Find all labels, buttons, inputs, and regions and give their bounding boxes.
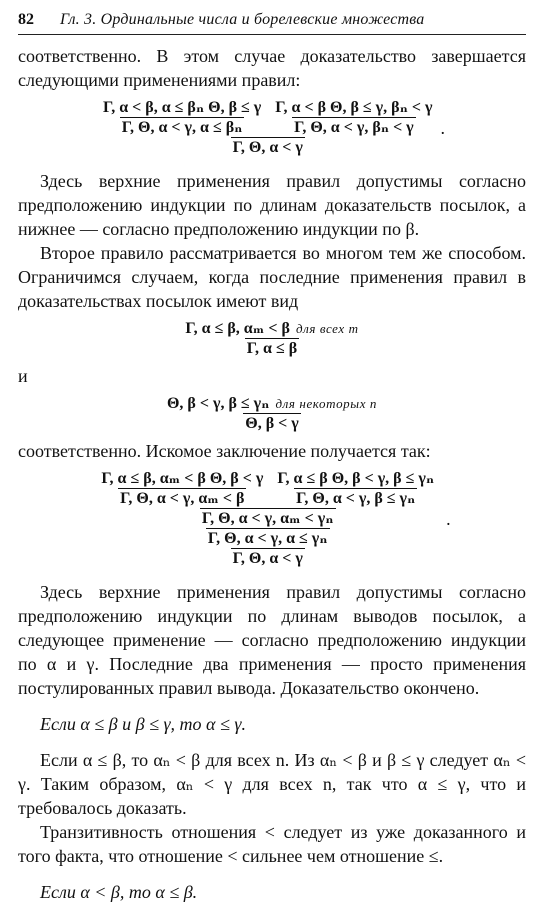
paragraph-4: соответственно. Искомое заключение получается так: [18, 441, 431, 461]
claim-1: Если α ≤ β и β ≤ γ, то α ≤ γ. [40, 714, 246, 734]
claim-2: Если α < β, то α ≤ β. [40, 882, 198, 902]
formula-1-outer: $\frac{\text{Γ, α < β, α ≤ βₙ Θ, β ≤ γ}}{\text{Γ, Θ, α < γ, α ≤ βₙ}}$ $\frac{\text{Γ, α < β Θ, β ≤ γ, βₙ < γ}}{\text{Γ, Θ, α < γ, βₙ < γ}}$ Γ, Θ, α < γ [102, 99, 433, 156]
page-body [18, 44, 526, 904]
running-title: Гл. 3. Ординальные числа и борелевские множества [60, 11, 425, 28]
paragraph-7: Транзитивность отношения < следует из уже доказанного и того факта, что отношение < сильнее чем отношение ≤. [18, 822, 526, 866]
formula-1-left: $\frac{\text{Γ, α < β, α ≤ βₙ Θ, β ≤ γ}}{\text{Γ, Θ, α < γ, α ≤ βₙ}}$ [102, 99, 262, 136]
page-header [18, 6, 526, 35]
formula-4: $\frac{\text{Γ, α ≤ β, αₘ < β Θ, β < γ}}{\text{Γ, Θ, α < γ, αₘ < β}}$ $\frac{\text{Γ, α ≤ β Θ, β < γ, β ≤ γₙ}}{\text{Γ, Θ, α < γ, β ≤ γₙ}}$ Γ, Θ, α < γ, αₘ < γₙ Γ, Θ, α < γ, α ≤ γₙ Γ, Θ, α < γ . [18, 469, 526, 568]
paragraph-6: Если α ≤ β, то αₙ < β для всех n. Из αₙ < β и β ≤ γ следует αₙ < γ. Таким образом, αₙ < γ для всех n, так что α ≤ γ, что и требовалось доказать. [18, 750, 526, 818]
page-number: 82 [18, 11, 34, 28]
formula-1-right: $\frac{\text{Γ, α < β Θ, β ≤ γ, βₙ < γ}}{\text{Γ, Θ, α < γ, βₙ < γ}}$ [275, 99, 433, 136]
paragraph-1: соответственно. В этом случае доказательство завершается следующими применениями правил: [18, 46, 526, 90]
formula-4-right: $\frac{\text{Γ, α ≤ β Θ, β < γ, β ≤ γₙ}}{\text{Γ, Θ, α < γ, β ≤ γₙ}}$ [277, 470, 435, 507]
formula-4-outer: $\frac{\text{Γ, α ≤ β, αₘ < β Θ, β < γ}}{\text{Γ, Θ, α < γ, αₘ < β}}$ $\frac{\text{Γ, α ≤ β Θ, β < γ, β ≤ γₙ}}{\text{Γ, Θ, α < γ, β ≤ γₙ}}$ Γ, Θ, α < γ, αₘ < γₙ Γ, Θ, α < γ, α ≤ γₙ Γ, Θ, α < γ [101, 470, 435, 567]
word-and: и [18, 366, 28, 386]
paragraph-2: Здесь верхние применения правил допустимы согласно предположению индукции по длинам доказательств посылок, а нижнее — согласно предположению индукции по β. [18, 171, 526, 239]
formula-1: $\frac{\text{Γ, α < β, α ≤ βₙ Θ, β ≤ γ}}{\text{Γ, Θ, α < γ, α ≤ βₙ}}$ $\frac{\text{Γ, α < β Θ, β ≤ γ, βₙ < γ}}{\text{Γ, Θ, α < γ, βₙ < γ}}$ Γ, Θ, α < γ . [18, 98, 526, 157]
formula-3: Θ, β < γ, β ≤ γₙ для некоторых n Θ, β < γ [166, 395, 378, 432]
formula-4-left: $\frac{\text{Γ, α ≤ β, αₘ < β Θ, β < γ}}{\text{Γ, Θ, α < γ, αₘ < β}}$ [101, 470, 264, 507]
paragraph-5: Здесь верхние применения правил допустимы согласно предположению индукции по длинам выводов посылок, а следующее применение — согласно предположению индукции по α и γ. Последние два применения — просто применения постулированных правил вывода. Доказательство окончено. [18, 582, 526, 698]
paragraph-3: Второе правило рассматривается во многом тем же способом. Ограничимся случаем, когда последние применения правил в доказательствах посылок имеют вид [18, 243, 526, 311]
formula-2: Γ, α ≤ β, αₘ < β для всех m Γ, α ≤ β [185, 320, 359, 357]
